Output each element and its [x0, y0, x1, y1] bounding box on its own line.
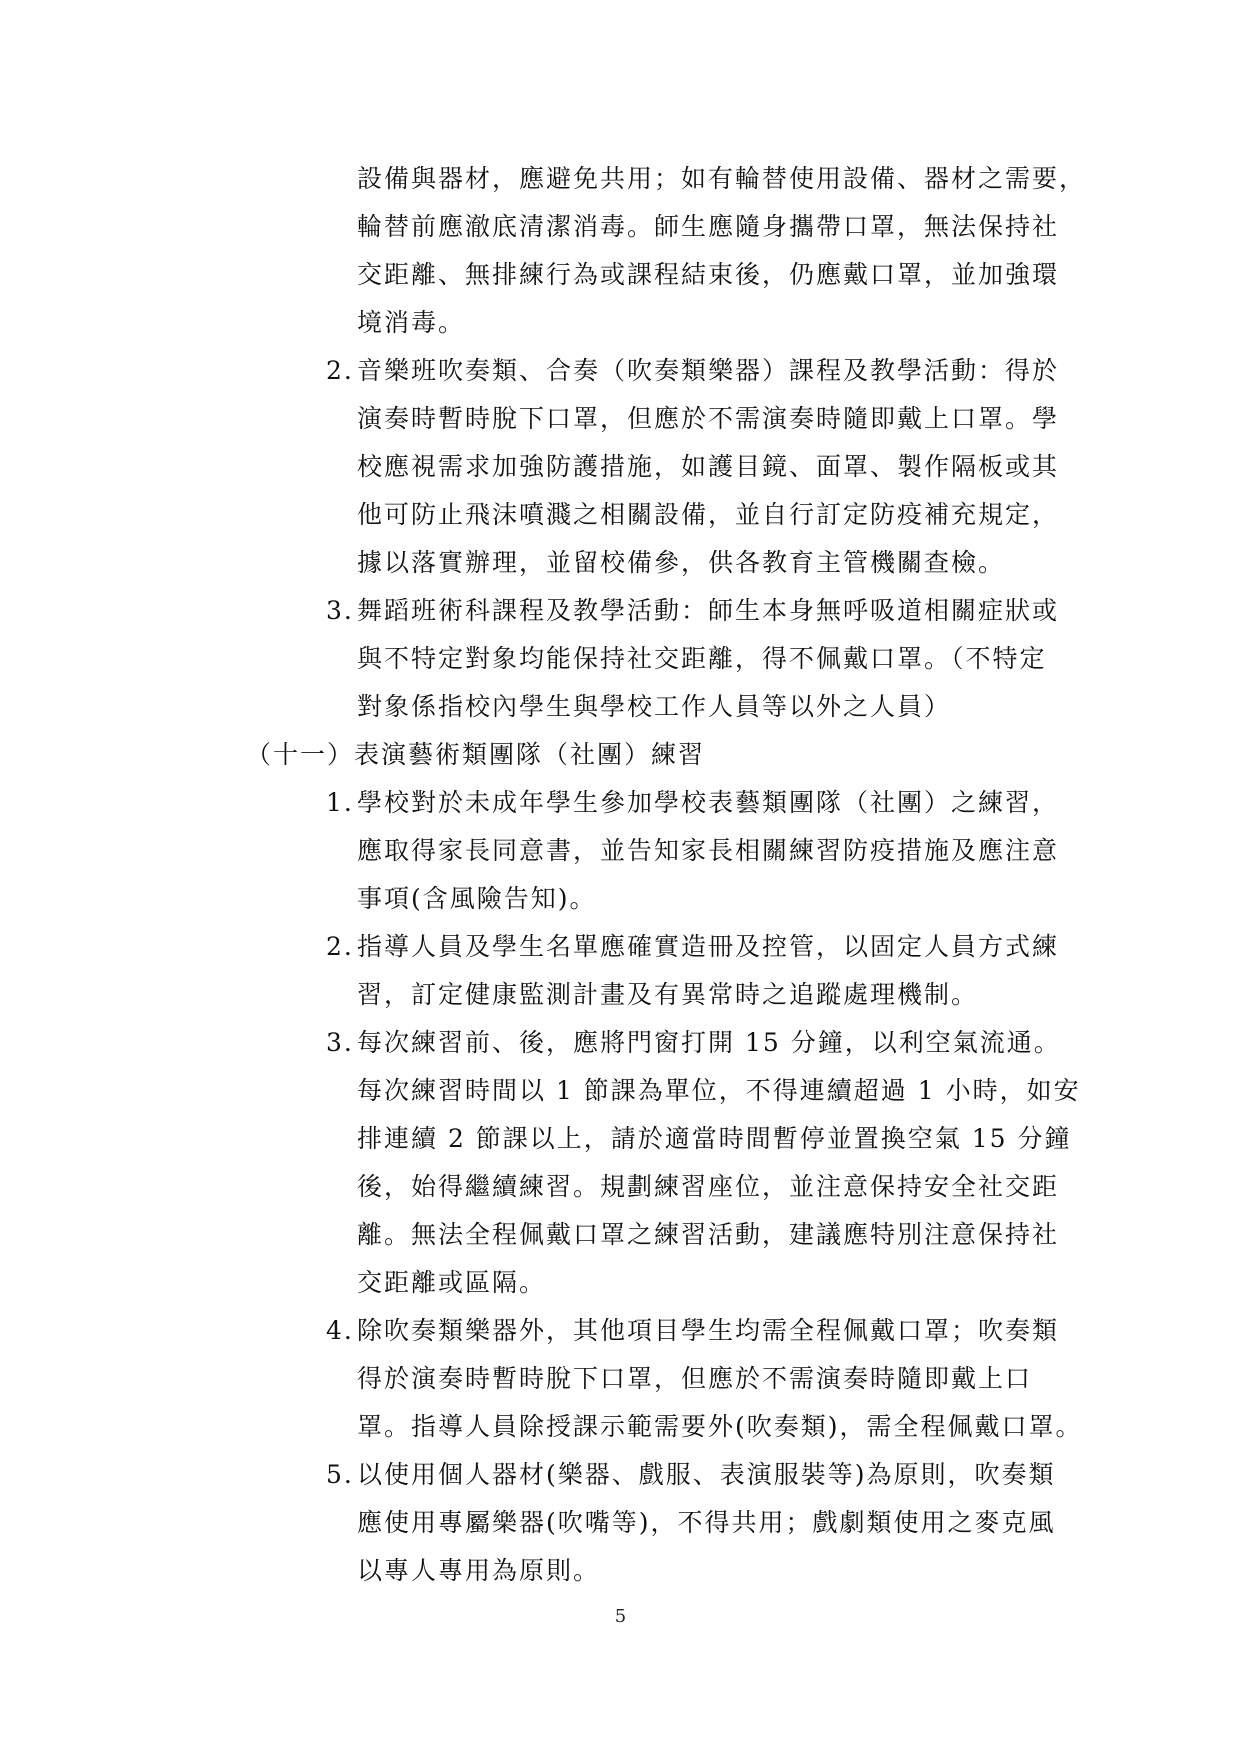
list-item-line: 據以落實辦理，並留校備參，供各教育主管機關查檢。 — [357, 548, 1006, 577]
list-item-line: 後，始得繼續練習。規劃練習座位，並注意保持安全社交距 — [357, 1172, 1060, 1201]
paragraph-line: 輪替前應澈底清潔消毒。師生應隨身攜帶口罩，無法保持社 — [357, 212, 1060, 241]
list-item-line: 校應視需求加強防護措施，如護目鏡、面罩、製作隔板或其 — [357, 452, 1060, 481]
list-item-number: 2. — [326, 932, 354, 961]
section-heading: （十一）表演藝術類團隊（社團）練習 — [246, 740, 706, 769]
list-item-line: 每次練習時間以 1 節課為單位，不得連續超過 1 小時，如安 — [357, 1076, 1081, 1105]
list-item-line: 與不特定對象均能保持社交距離，得不佩戴口罩。（不特定 — [357, 644, 1047, 673]
list-item-line: 離。無法全程佩戴口罩之練習活動，建議應特別注意保持社 — [357, 1220, 1060, 1249]
list-item-line: 應取得家長同意書，並告知家長相關練習防疫措施及應注意 — [357, 836, 1060, 865]
list-item-line: 音樂班吹奏類、合奏（吹奏類樂器）課程及教學活動：得於 — [357, 356, 1060, 385]
list-item-line: 學校對於未成年學生參加學校表藝類團隊（社團）之練習， — [357, 788, 1060, 817]
list-item-line: 事項(含風險告知)。 — [357, 884, 597, 913]
list-item-line: 交距離或區隔。 — [357, 1268, 547, 1297]
list-item-line: 他可防止飛沫噴濺之相關設備，並自行訂定防疫補充規定， — [357, 500, 1060, 529]
paragraph-line: 設備與器材，應避免共用；如有輪替使用設備、器材之需要， — [357, 164, 1087, 193]
list-item-line: 對象係指校內學生與學校工作人員等以外之人員） — [357, 692, 952, 721]
list-item-line: 應使用專屬樂器(吹嘴等)，不得共用；戲劇類使用之麥克風 — [357, 1508, 1056, 1537]
list-item-line: 習，訂定健康監測計畫及有異常時之追蹤處理機制。 — [357, 980, 979, 1009]
list-item-line: 每次練習前、後，應將門窗打開 15 分鐘，以利空氣流通。 — [357, 1028, 1061, 1057]
paragraph-line: 境消毒。 — [357, 308, 466, 337]
list-item-line: 排連續 2 節課以上，請於適當時間暫停並置換空氣 15 分鐘 — [357, 1124, 1072, 1153]
list-item-number: 1. — [326, 788, 354, 817]
list-item-line: 以專人專用為原則。 — [357, 1556, 601, 1585]
list-item-line: 罩。指導人員除授課示範需要外(吹奏類)，需全程佩戴口罩。 — [357, 1412, 1083, 1441]
list-item-line: 得於演奏時暫時脫下口罩，但應於不需演奏時隨即戴上口 — [357, 1364, 1033, 1393]
paragraph-line: 交距離、無排練行為或課程結束後，仍應戴口罩，並加強環 — [357, 260, 1060, 289]
list-item-line: 演奏時暫時脫下口罩，但應於不需演奏時隨即戴上口罩。學 — [357, 404, 1060, 433]
list-item-line: 以使用個人器材(樂器、戲服、表演服裝等)為原則，吹奏類 — [357, 1460, 1056, 1489]
list-item-number: 2. — [326, 356, 354, 385]
page-number: 5 — [614, 1606, 627, 1627]
list-item-line: 指導人員及學生名單應確實造冊及控管，以固定人員方式練 — [357, 932, 1060, 961]
list-item-number: 3. — [326, 1028, 354, 1057]
list-item-number: 3. — [326, 596, 354, 625]
list-item-number: 5. — [326, 1460, 354, 1489]
list-item-number: 4. — [326, 1316, 354, 1345]
list-item-line: 除吹奏類樂器外，其他項目學生均需全程佩戴口罩；吹奏類 — [357, 1316, 1060, 1345]
list-item-line: 舞蹈班術科課程及教學活動：師生本身無呼吸道相關症狀或 — [357, 596, 1060, 625]
